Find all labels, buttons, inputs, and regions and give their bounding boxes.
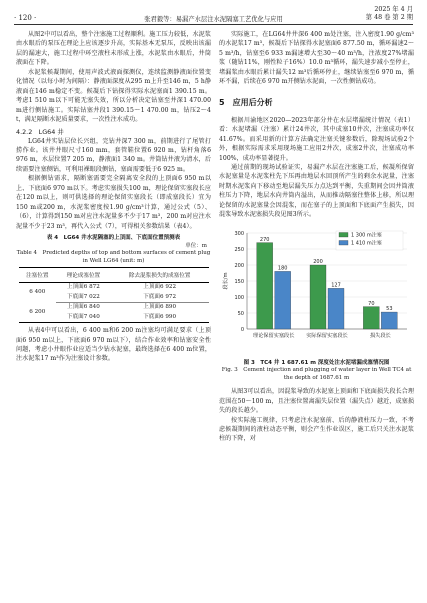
bar-value-label: 53 xyxy=(386,305,393,312)
table-caption-zh: 表 4 LG64 井水泥隔塞的上顶面、下底面位置预测表 xyxy=(46,235,181,242)
y-tick-label: 300 xyxy=(234,230,244,237)
issue-info xyxy=(366,6,413,22)
legend-swatch xyxy=(339,232,348,237)
bar xyxy=(363,306,379,328)
plug-loss-bar-chart xyxy=(219,225,414,353)
paragraph-table4-analysis: 从表4中可以看出，6 400 m和6 200 m注塞均可满足要求（上顶面6 950 m以上，下底面6 970 m以下），结合作业效率和钻塞安全性问题，考虑小井眼作业应适当少钻水泥塞，最终选择在6 400 m位置，注水泥浆17 m³作为注塞设计参数。 xyxy=(16,327,211,363)
section-heading-application: 5 应用后分析 xyxy=(219,97,273,107)
bar-value-label: 127 xyxy=(331,282,341,289)
paragraph-level-monitoring: 水泥浆候凝期间，使用声波式液面探测仪，连续监测静液面位置变化情况（以每小时为间隔）：静液面深度从295 m上升至146 m，5 h静液面在146 m稳定不变。候凝后下钻探得实际水泥塞面1 390.15 m。考虑1 510 m以下可能无塞失效，所以分析决定钻塞至井深1 470.00 m进行侧钻施工。实际钻塞井段1 390.15～1 470.00 m，钻压2～4 t，满足隔断水泥质量要求，一次性注水成功。 xyxy=(16,68,211,124)
table-cell-position: 6 200 xyxy=(19,303,57,323)
paragraph-lg64-well: LG64井实钻层位长兴组，完钻井深7 300 m，前期进行了尾管打捞作业。该井井眼尺寸160 mm，套管鞋位置6 920 m，钻杆角落6 976 m，水层位置7 205 m，静液面1 340 m。井筒钻井液为清水，后续需要注塞侧钻，可利用裸眼段侧钻，塞面需要低于6 925 m。 xyxy=(16,137,211,173)
x-tick-label: 损失段长 xyxy=(369,332,391,339)
paragraph-statistics: 根据川渝地区2020—2023年部分井在水层堵漏统计情况（表1）看：水泥堵漏（注塞）累计24井次，其中成塞10井次，注塞成功率仅41.67%。而采用新的计算方法确定注塞关键参数后，除现场试验2个外，根据实际需求采用现场施工应用2井次，成塞2井次，注塞成功率100%，成功率显著提升。 xyxy=(219,116,414,162)
table-cell: 下底面7 040 xyxy=(56,313,111,323)
y-tick-label: 100 xyxy=(234,294,244,301)
figure-caption-zh: 图 3 TC4 井 1 687.61 m 深度处注水泥堵漏成塞情况图 xyxy=(243,359,390,366)
x-tick-label: 理论保留实塞段长 xyxy=(252,332,295,339)
legend-label: 1 300 m注塞 xyxy=(351,232,382,239)
page-header xyxy=(0,0,427,28)
table-cell: 下底面6 990 xyxy=(111,313,209,323)
paragraph-construction-rule: 按实际施工规律，只考虑注水泥塞前、后的静液柱压力一致，不考虑候凝期间的液柱动态平衡，则会产生作业误区，施工后只关注水泥浆柱的下降，对 xyxy=(219,416,414,443)
table-caption xyxy=(16,235,211,265)
figure-caption-en: Fig. 3 Cement injection and plugging of water layer in Well TC4 at the depth of 1687.61 m xyxy=(221,367,412,381)
bar xyxy=(275,271,291,329)
bar-value-label: 270 xyxy=(259,236,270,243)
bar-value-label: 180 xyxy=(277,265,288,272)
running-title: 张君毅等：易漏产水层注水泥隔塞工艺优化与应用 xyxy=(144,16,283,23)
paragraph-fig3-analysis: 从图3可以看出，因混浆导致的水泥塞上顶面和下底面损失段长合理范围在50～100 m，且注塞位置离漏失层位置（漏失点）越近，成塞损失的段长越少。 xyxy=(219,388,414,415)
y-tick-label: 200 xyxy=(234,262,244,269)
bar xyxy=(381,312,397,329)
x-tick-label: 实际保留实塞段长 xyxy=(306,332,348,339)
bar xyxy=(257,242,273,328)
subsection-heading-lg64: 4.2.2 LG64 井 xyxy=(16,127,64,136)
table-cell-position: 6 400 xyxy=(29,289,46,296)
table-row xyxy=(19,303,209,313)
paragraph-field-test: 通过前期的现场试验证实，易漏产水层在注塞施工后，候凝所保留水泥塞量是水泥浆柱先下压再由地层水回顶所产生的剩余水泥量，注塞时期水泥浆向下移动至地层漏失压力点达到平衡，失重期间会因井筒液柱压力下降，地层水向井筒内溢出，从而推动隔塞往整体上移，所以理论保留的水泥塞量会因混浆，而在塞子的上顶面和下底面产生损失，因混浆导致水泥塞损失段见图3所示。 xyxy=(219,163,414,219)
table-header-cell: 理论成塞位置 xyxy=(56,268,111,283)
figure-caption xyxy=(219,360,414,383)
table-unit: 单位：m xyxy=(185,242,207,249)
right-column xyxy=(219,30,414,444)
page-number: · 120 · xyxy=(14,14,37,22)
table-row xyxy=(19,283,209,293)
table-caption-en: Table 4 Predicted depths of top and bottom surfaces of cement plug in Well LG64 (unit: m) xyxy=(16,250,211,264)
header-rule xyxy=(14,24,413,25)
table-cell: 上顶面6 890 xyxy=(143,304,177,311)
legend-label: 1 410 m注塞 xyxy=(351,240,382,247)
y-tick-label: 150 xyxy=(234,278,244,285)
y-tick-label: 250 xyxy=(234,246,244,253)
bar-value-label: 70 xyxy=(368,300,375,307)
table-header-cell: 注塞位置 xyxy=(19,268,57,283)
paragraph-lg64-construction: 实际施工，在LG64井井深6 400 m处注塞，注入密度1.90 g/cm³的水泥浆17 m³，候凝后下钻探得水泥塞面6 877.50 m，循环漏速2～5 m³/h，钻塞至6 933 m漏速增大至30～40 m³/h，注浓度27%堵漏浆（随钻11%，刚性粒子16%）10.0 m³循环，漏失速步减小至停止，堵漏浆由水眼后累计漏失12 m³后循环停止，继续钻塞至6 970 m，循环不漏，后续在6 970 m开侧钻水泥面，一次性侧钻成功。 xyxy=(219,31,414,86)
legend-swatch xyxy=(339,240,348,245)
table-cell: 下底面7 022 xyxy=(56,293,111,303)
issue-date: 2025 年 4 月 xyxy=(374,6,413,13)
table-cell: 下底面6 972 xyxy=(111,293,209,303)
table-cell: 上顶面6 922 xyxy=(143,284,177,291)
y-tick-label: 50 xyxy=(237,310,244,317)
table-cell: 上顶面6 872 xyxy=(66,284,100,291)
paragraph-fig2-analysis: 从图2中可以看出，整个注塞施工过程顺利。施工压力较低，水泥浆由水眼后的泵压在理论上应该逐步升高，实际基本无泵压，反映出该漏层的漏速大，施工过程中环空液柱未形成上涨，水泥浆由水眼后，井筒液面在下降。 xyxy=(16,31,211,67)
bar-value-label: 200 xyxy=(313,258,323,265)
bar xyxy=(328,288,344,329)
y-tick-label: 0 xyxy=(240,326,244,333)
paragraph-lg64-calculation: 根据侧钻需求，隔断塞需要完全隔离安全段的上顶面6 950 m以上、下底面6 970 m以下。考虑实塞损失100 m，理论保留实塞段长应在120 m以上，则可供选择的理论保留实塞段长（即成塞段长）宜为150 m或200 m，水泥浆密度按1.90 g/cm³计算，通过公式（5）、（6），计算得到150 m对应注水泥量多不少于17 m³，200 m对应注水泥量不少于23 m³，再代入公式（7），可得相关参数结果（表4）。 xyxy=(16,175,211,230)
left-column xyxy=(16,30,211,364)
y-axis-label: 段长/m xyxy=(223,272,229,290)
table-cell: 上顶面6 840 xyxy=(66,304,100,311)
bar xyxy=(310,265,326,329)
plug-depth-table xyxy=(19,267,209,323)
table-header-cell: 除去混浆损失的成塞位置 xyxy=(111,268,209,283)
issue-volume: 第 48 卷 第 2 期 xyxy=(365,14,413,21)
